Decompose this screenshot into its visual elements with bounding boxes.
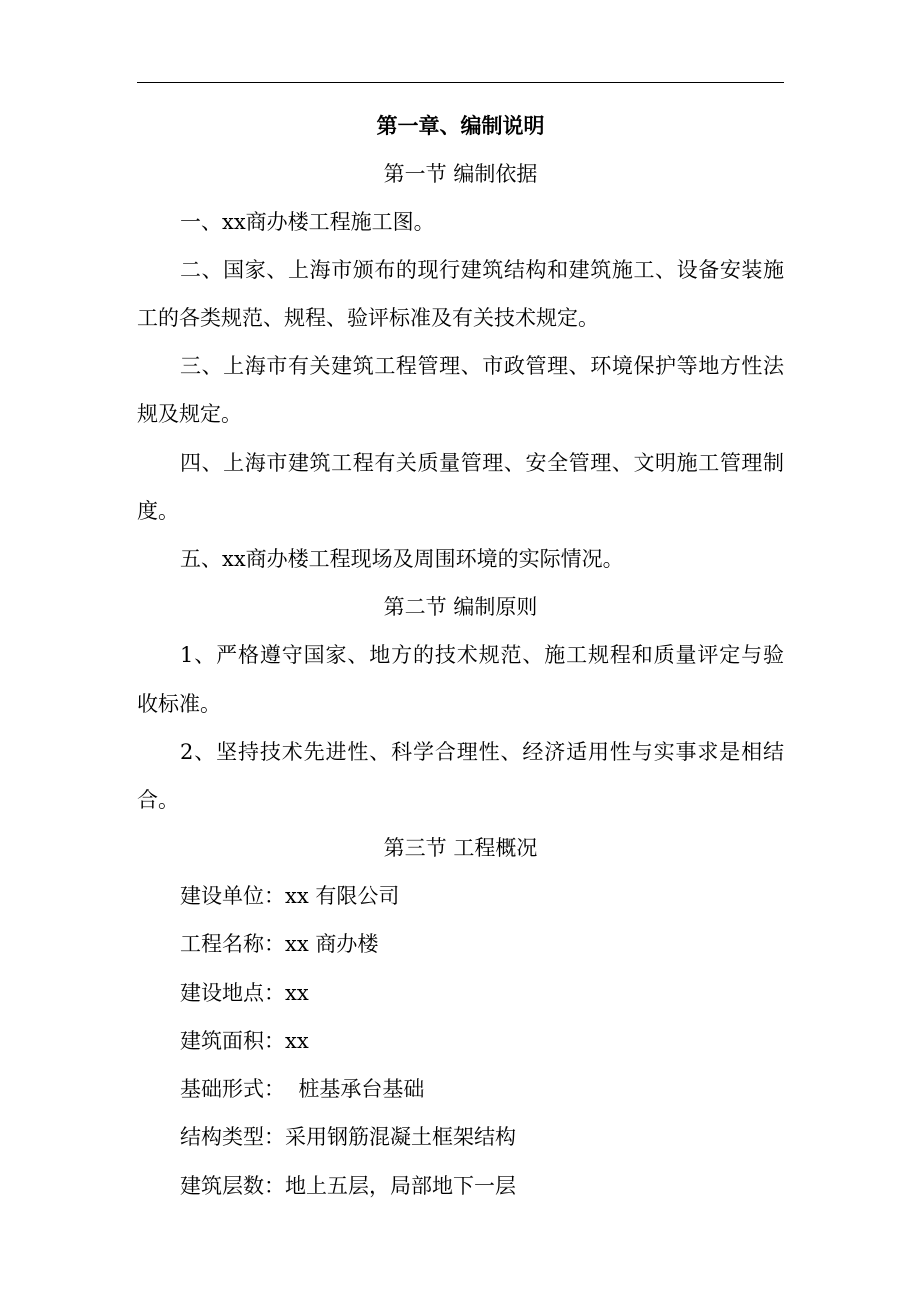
overview-item: 建筑面积：xx	[180, 1029, 309, 1053]
paragraph-line: 2、坚持技术先进性、科学合理性、经济适用性与实事求是相结	[180, 740, 784, 764]
header-rule	[137, 82, 784, 83]
paragraph-line: 五、xx商办楼工程现场及周围环境的实际情况。	[180, 547, 624, 571]
overview-item: 基础形式： 桩基承台基础	[180, 1077, 425, 1101]
overview-item: 建筑层数：地上五层，局部地下一层	[180, 1174, 516, 1198]
paragraph-line: 工的各类规范、规程、验评标准及有关技术规定。	[137, 306, 599, 330]
paragraph-line: 四、上海市建筑工程有关质量管理、安全管理、文明施工管理制	[180, 451, 784, 475]
paragraph-line: 合。	[137, 788, 179, 812]
overview-item: 建设地点：xx	[180, 981, 309, 1005]
paragraph-line: 度。	[137, 499, 179, 523]
paragraph-line: 一、xx商办楼工程施工图。	[180, 210, 435, 234]
overview-item: 工程名称：xx 商办楼	[180, 932, 379, 956]
paragraph-line: 收标准。	[137, 692, 221, 716]
section-heading: 第二节 编制原则	[383, 595, 538, 619]
section-heading: 第一节 编制依据	[383, 162, 538, 186]
section-heading: 第三节 工程概况	[383, 836, 538, 860]
paragraph-line: 三、上海市有关建筑工程管理、市政管理、环境保护等地方性法	[180, 354, 784, 378]
paragraph-line: 二、国家、上海市颁布的现行建筑结构和建筑施工、设备安装施	[180, 258, 784, 282]
paragraph-line: 1、严格遵守国家、地方的技术规范、施工规程和质量评定与验	[180, 643, 784, 667]
chapter-title: 第一章、编制说明	[376, 113, 545, 138]
overview-item: 结构类型：采用钢筋混凝土框架结构	[180, 1125, 516, 1149]
overview-item: 建设单位：xx 有限公司	[180, 884, 400, 908]
paragraph-line: 规及规定。	[137, 402, 242, 426]
